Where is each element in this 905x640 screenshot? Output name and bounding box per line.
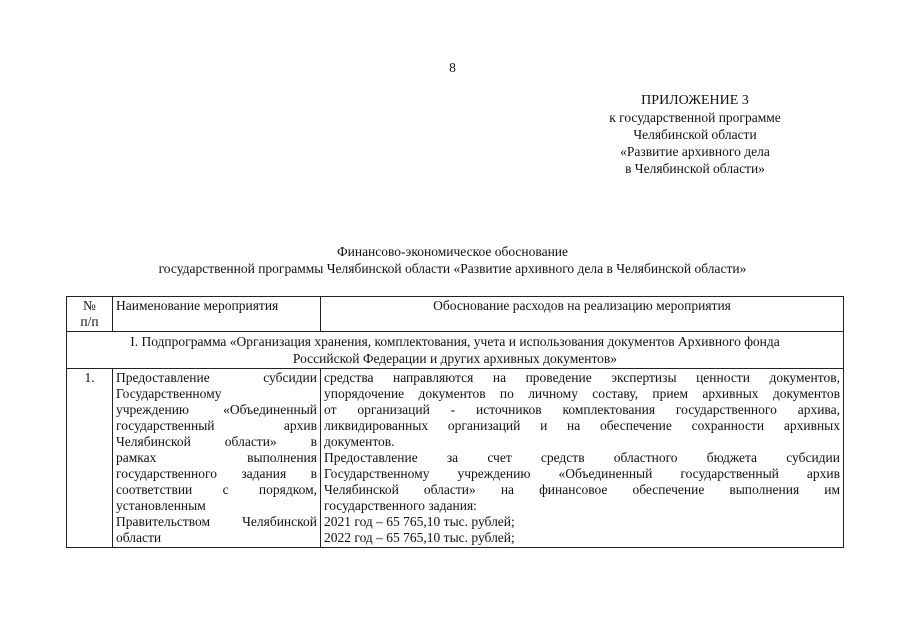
table-header-row bbox=[67, 297, 844, 332]
subprogram-line: I. Подпрограмма «Организация хранения, комплектования, учета и использования документов Архивного фонда bbox=[130, 334, 780, 349]
document-title-line: Финансово-экономическое обоснование bbox=[336, 244, 569, 259]
header-number-line: п/п bbox=[80, 314, 99, 329]
subprogram-cell bbox=[67, 332, 844, 369]
row-name bbox=[113, 369, 321, 548]
appendix-line: Челябинской области bbox=[633, 127, 757, 142]
appendix-line: в Челябинской области» bbox=[625, 161, 765, 176]
appendix-line: «Развитие архивного дела bbox=[620, 144, 770, 159]
header-number bbox=[67, 297, 113, 332]
document-title bbox=[0, 243, 905, 277]
row-justification-line: государственного задания: bbox=[324, 498, 477, 513]
subprogram-row bbox=[67, 332, 844, 369]
row-name-line: области bbox=[116, 530, 162, 545]
row-justification-line: Челябинской области» на финансовое обеспечение выполнения им bbox=[324, 482, 840, 497]
page-number: 8 bbox=[449, 60, 456, 75]
subprogram-line: Российской Федерации и других архивных документов» bbox=[292, 351, 618, 366]
row-name-line: установленным bbox=[116, 498, 206, 513]
row-justification-line: от организаций - источников комплектования государственного архива, bbox=[324, 402, 840, 417]
row-justification-line: ликвидированных организаций и на обеспечение сохранности архивных bbox=[324, 418, 840, 433]
row-name-line: соответствии с порядком, bbox=[116, 482, 317, 497]
table-row bbox=[67, 369, 844, 548]
row-justification-line: документов. bbox=[324, 434, 395, 449]
appendix-title: ПРИЛОЖЕНИЕ 3 bbox=[641, 93, 749, 108]
row-name-line: Правительством Челябинской bbox=[116, 514, 317, 529]
row-justification-line: 2021 год – 65 765,10 тыс. рублей; bbox=[324, 514, 515, 529]
row-justification bbox=[321, 369, 844, 548]
justification-table bbox=[66, 296, 844, 548]
row-name-line: государственный архив bbox=[116, 418, 317, 433]
row-name-line: государственного задания в bbox=[116, 466, 317, 481]
row-name-line: рамках выполнения bbox=[116, 450, 317, 465]
row-justification-line: средства направляются на проведение экспертизы ценности документов, bbox=[324, 370, 840, 385]
row-justification-line: Предоставление за счет средств областного бюджета субсидии bbox=[324, 450, 840, 465]
header-number-line: № bbox=[83, 298, 96, 313]
row-justification-line: Государственному учреждению «Объединенный государственный архив bbox=[324, 466, 840, 481]
appendix-line: к государственной программе bbox=[609, 110, 781, 125]
row-name-line: Предоставление субсидии bbox=[116, 370, 317, 385]
row-name-line: Челябинской области» в bbox=[116, 434, 317, 449]
row-name-line: Государственному bbox=[116, 386, 222, 401]
appendix-block bbox=[600, 92, 790, 177]
row-justification-line: 2022 год – 65 765,10 тыс. рублей; bbox=[324, 530, 515, 545]
row-number: 1. bbox=[67, 369, 113, 548]
row-justification-line: упорядочение документов по личному составу, прием архивных документов bbox=[324, 386, 840, 401]
row-name-line: учреждению «Объединенный bbox=[116, 402, 317, 417]
document-title-line: государственной программы Челябинской области «Развитие архивного дела в Челябинской области» bbox=[158, 261, 747, 276]
header-name: Наименование мероприятия bbox=[113, 297, 321, 332]
header-justification: Обоснование расходов на реализацию мероприятия bbox=[321, 297, 844, 332]
